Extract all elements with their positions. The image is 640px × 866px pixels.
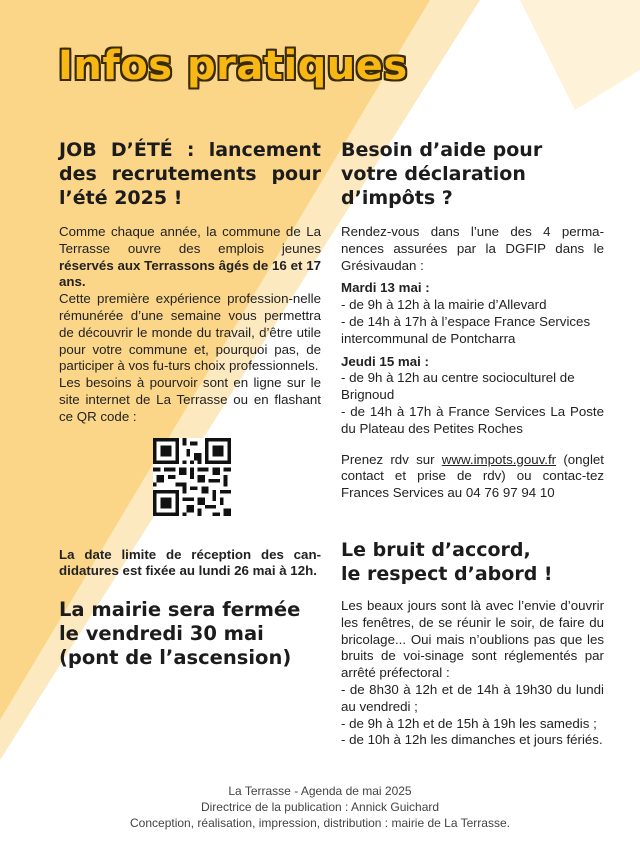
noise-item-3: - de 10h à 12h les dimanches et jours fériés.: [341, 732, 603, 748]
job-paragraph-3: Les besoins à pourvoir sont en ligne sur le site internet de La Terrasse ou en flashant ce QR code :: [59, 375, 321, 424]
tax-intro: Rendez-vous dans l’une des 4 perma-nences assurées par la DGFIP dans le Grésivaudan :: [341, 224, 604, 273]
qr-code[interactable]: [153, 438, 231, 516]
tuesday-item-1: - de 9h à 12h à la mairie d’Allevard: [341, 297, 547, 313]
job-heading: JOB D’ÉTÉ : lancement des recrutements pour l’été 2025 !: [59, 139, 321, 209]
job-paragraph-2: Cette première expérience profession-nelle rémunérée d’une semaine vous permettra de découvrir le monde du travail, d’être utile pour votre commune et, pourquoi pas, de participer à vos fu-turs choix professionnels.: [59, 291, 321, 374]
noise-heading: [341, 538, 604, 586]
right-column: [341, 138, 604, 749]
rdv-text-b: (onglet contact et prise de rdv) ou contac-tez Frances Services au 04 76 97 94 10: [341, 451, 604, 501]
footer-line-1: La Terrasse - Agenda de mai 2025: [228, 784, 412, 798]
thursday-item-1: - de 9h à 12h au centre socioculturel de Brignoud: [341, 370, 575, 403]
noise-intro: Les beaux jours sont là avec l’envie d’ouvrir les fenêtres, de se réunir le soir, de faire du bricolage... Oui mais n’oublions pas que les bruits de voi-sinage sont réglementés par arrêté préfectoral :: [341, 597, 604, 681]
thursday-heading: Jeudi 15 mai :: [341, 353, 429, 369]
footer-line-3: Conception, réalisation, impression, distribution : mairie de La Terrasse.: [130, 816, 510, 830]
left-column: [59, 138, 321, 670]
noise-item-1: - de 8h30 à 12h et de 14h à 19h30 du lundi au vendredi ;: [341, 681, 604, 714]
tuesday-heading: Mardi 13 mai :: [341, 280, 430, 296]
job-p1-text: Comme chaque année, la commune de La Terrasse ouvre des emplois jeunes: [59, 224, 321, 256]
noise-heading-line-2: le respect d’abord !: [341, 562, 553, 585]
thursday-item-2: - de 14h à 17h à France Services La Poste du Plateau des Petites Roches: [341, 403, 604, 436]
page-title: Infos pratiques: [58, 43, 408, 89]
footer-line-2: Directrice de la publication : Annick Guichard: [200, 800, 440, 814]
deadline-text: La date limite de réception des can-didatures est fixée au lundi 26 mai à 12h.: [59, 546, 321, 579]
closure-heading: La mairie sera fermée le vendredi 30 mai (pont de l’ascension): [59, 598, 301, 670]
impots-link[interactable]: www.impots.gouv.fr: [441, 451, 557, 467]
job-paragraph-1: [59, 224, 321, 291]
job-p1-bold: réservés aux Terrassons âgés de 16 et 17 ans.: [59, 257, 321, 290]
rdv-paragraph: [341, 452, 604, 502]
tax-heading: Besoin d’aide pour votre déclaration d’impôts ?: [341, 139, 543, 209]
rdv-text-a: Prenez rdv sur: [341, 451, 442, 467]
noise-item-2: - de 9h à 12h et de 15h à 19h les samedis ;: [341, 715, 597, 731]
noise-heading-line-1: Le bruit d’accord,: [341, 538, 531, 561]
tuesday-item-2: - de 14h à 17h à l’espace France Services intercommunal de Pontcharra: [341, 313, 591, 346]
